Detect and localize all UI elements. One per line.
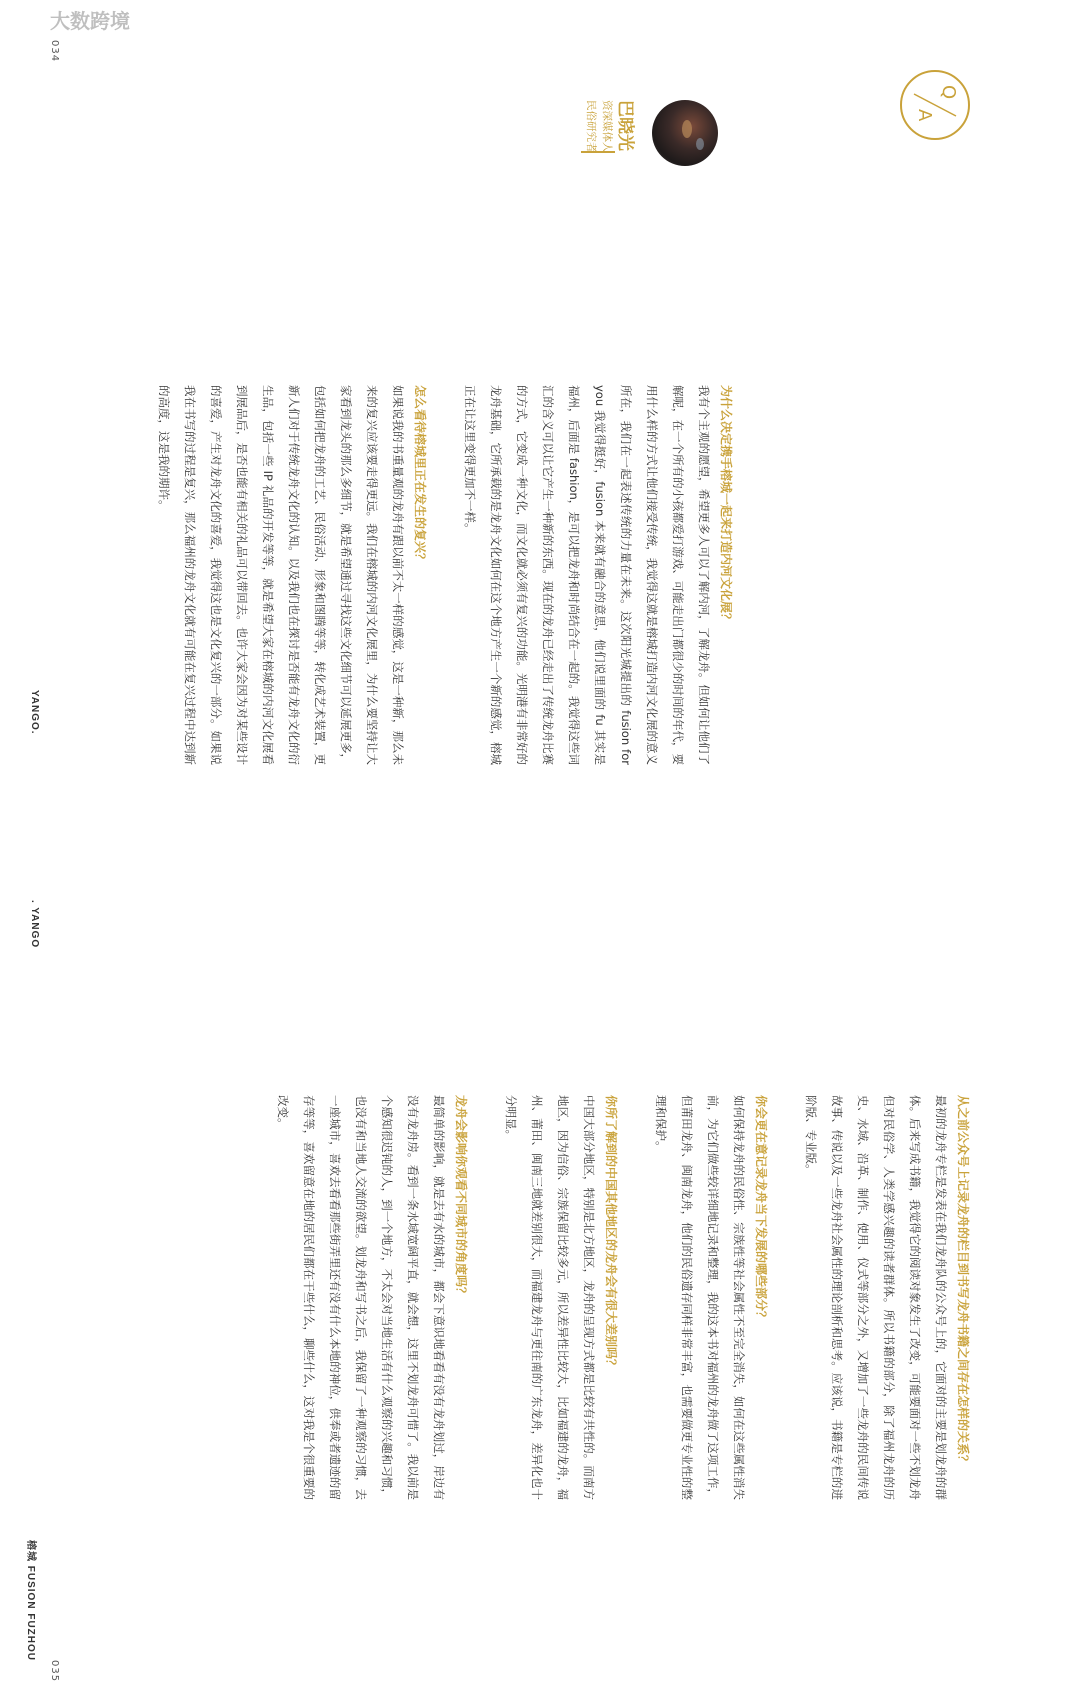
answer-1: 我有个主观的愿望，希望更多人可以了解内河，了解龙舟。但如何让他们了解呢，在一个所有的小孩都爱打游戏、可能走出门都很少的时间的年代，要用什么样的方式让他们接受传统，我觉得这就是榕城打造内河文化展的意义所在，我们在一起表述传统的力量在未来。这次阳光城提出的 fusion for you 我觉得挺好，fusion 本来就有融合的意思，他们说里面的 fu 其实是福州，后面是 fashion，是可以把龙舟和时尚结合在一起的。我觉得这些词汇的含义可以让它产生一种新的东西。现在的龙舟已经走出了传统龙舟比赛的方式，它变成一种文化，而文化就必须有复兴的功能。光明港有非常好的龙舟基础，它所承载的是龙舟文化如何在这个地方产生一个新的感觉，榕城正在让这里变得更加不一样。 (463, 385, 711, 765)
interviewee-role-1: 资深媒体人 (601, 100, 613, 153)
qa-logo-a: A (914, 109, 935, 122)
right-column (270, 1095, 972, 1500)
answer-4: 如何保持龙舟的民俗性、宗族性等社会属性不至完全消失，如何在这些属性消失前，为它们做些较详细地记录和整理，我的这本书对福州的龙舟做了这项工作，但莆田龙舟、闽南龙舟，他们的民俗遗存同样非常丰富，也需要做更专业性的整理和保护。 (654, 1095, 746, 1500)
question-6: 龙舟会影响你观看不同城市的角度吗？ (454, 1095, 468, 1300)
answer-5: 中国大部分地区，特别是北方地区，龙舟的呈现方式都是比较有共性的。而南方地区，因为信俗、宗族保留比较多元，所以差异性比较大，比如福建的龙舟，福州、莆田、闽南三地就差别很大，而福建龙舟与更往南的广东龙舟，差异化也十分明显。 (504, 1095, 596, 1500)
qa-logo-q: Q (938, 85, 959, 100)
answer-2: 如果说我的书重量观的龙舟有跟以前不太一样的感觉，这是一种新，那么未来的复兴应该要走得更远。我们在榕城的内河文化展里，为什么要坚持让大家看到龙头的那么多细节，就是希望通过寻找这些文化细节可以延展更多，包括如何把龙舟的工艺、民俗活动、形象和图腾等等，转化成艺术装置，更新人们对于传统龙舟文化的认知。以及我们也在探讨是否能有龙舟文化的衍生品，包括一些 IP 礼品的开发等等，就是希望大家在榕城的内河文化展看到展品后，是否也能有相关的礼品可以带回去。也许大家会因为对某些设计的喜爱，产生对龙舟文化的喜爱，我觉得这也是文化复兴的一部分。如果说我在书写的过程是复兴，那么福州的龙舟文化就有可能在复兴过程中达到新的高度，这是我的期许。 (157, 385, 405, 765)
watermark: 大数跨境 (50, 9, 130, 33)
answer-6: 最简单的影响，就是去有水的城市，都会下意识地看看有没有龙舟划过，岸边有没有龙舟房。看到一条水域宽阔平直，就会想，这里不划龙舟可惜了。我以前是个感知很迟钝的人，到一个地方，不太会对当地生活有什么观察的兴趣和习惯，也没有和当地人交流的欲望。划龙舟和写书之后，我保留了一种观察的习惯，去一座城市，喜欢去看看那些街弄里还有没有什么本地的神位，供奉或者遗迹的留存等等，喜欢留意在地的居民们都在干些什么，聊些什么，这对我是个很重要的改变。 (276, 1095, 446, 1500)
page-number-right: 035 (49, 1660, 60, 1683)
page-number-left: 034 (49, 40, 60, 63)
question-5: 你所了解到的中国其他地区的龙舟会有很大差别吗？ (604, 1095, 618, 1372)
answer-3: 最初的龙舟专栏是发表在我们龙舟队的公众号上的，它面对的主要是划龙舟的群体。后来写成书籍，我觉得它的阅读对象发生了改变，可能要面对一些不划龙舟但对民俗学、人类学感兴趣的读者群体。所以书籍的部分，除了福州龙舟的历史、水域、沿革、制作、使用、仪式等部分之外，又增加了一些龙舟的民间传说故事、传说以及一些龙舟社会属性的理论剖析和思考。应该说，书籍是专栏的进阶版、专业版。 (804, 1095, 948, 1500)
question-1: 为什么决定携手榕城一起来打造内河文化展？ (719, 385, 733, 626)
question-4: 你会更在意记录龙舟当下发展的哪些部分？ (754, 1095, 768, 1324)
interviewee-role-2: 民俗研究者 (585, 100, 597, 153)
brand-yango-left: YANGO. (29, 690, 40, 735)
brand-fusion-fuzhou: 榕城 FUSION FUZHOU (25, 1540, 36, 1661)
brand-yango-right: . YANGO (29, 900, 40, 949)
avatar (652, 100, 718, 166)
qa-logo-icon (900, 70, 970, 140)
question-3: 从之前公众号上记录龙舟的栏目到书写龙舟书籍之间存在怎样的关系？ (956, 1095, 970, 1468)
question-2: 怎么看待榕城里正在发生的复兴？ (413, 385, 427, 566)
left-column (151, 385, 735, 765)
interviewee-name: 巴晓光 (615, 100, 635, 151)
